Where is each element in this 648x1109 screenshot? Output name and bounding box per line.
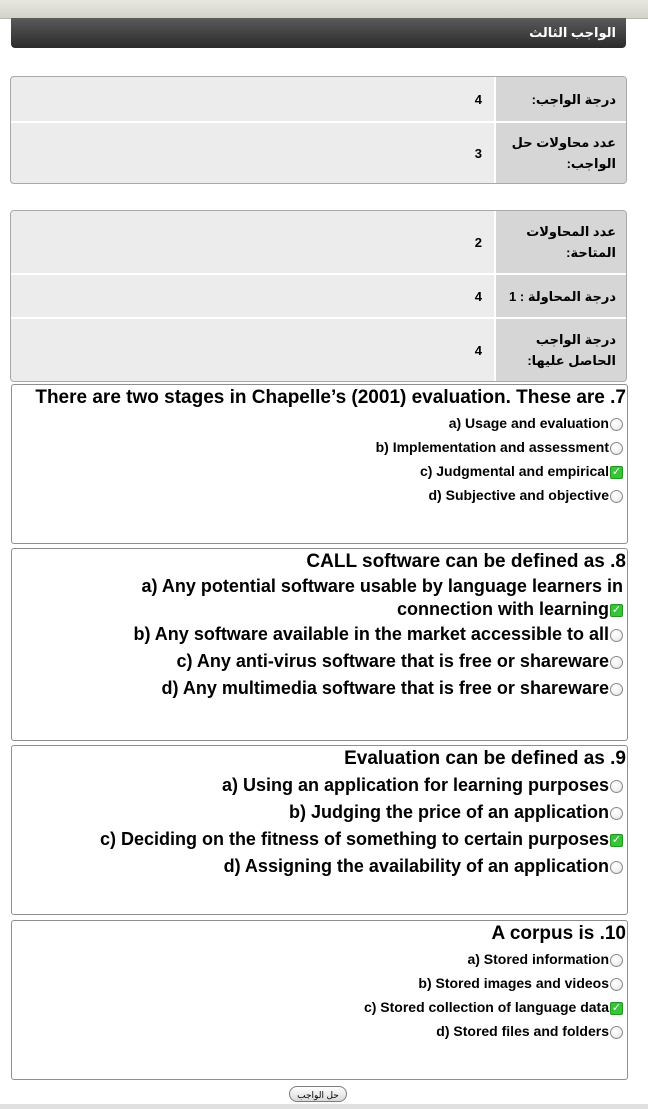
- info-value: 4: [474, 342, 482, 358]
- radio-icon[interactable]: [610, 629, 623, 642]
- option-d[interactable]: [12, 483, 627, 507]
- option-c[interactable]: [12, 459, 627, 483]
- radio-icon[interactable]: [610, 807, 623, 820]
- question-text: A corpus is .10: [491, 923, 626, 944]
- option-label: d) Assigning the availability of an application: [223, 856, 609, 876]
- solve-homework-button[interactable]: حل الواجب: [289, 1086, 347, 1102]
- radio-icon[interactable]: [610, 418, 623, 431]
- top-window-strip: [0, 0, 648, 19]
- attempt-info-table: [10, 210, 627, 382]
- info-row-available-attempts: [11, 211, 626, 275]
- question-text: Evaluation can be defined as .9: [344, 748, 626, 769]
- option-c[interactable]: [12, 826, 627, 853]
- info-label: درجة الواجب الحاصل عليها:: [494, 319, 626, 381]
- option-c[interactable]: [12, 648, 627, 675]
- radio-icon[interactable]: [610, 861, 623, 874]
- option-b[interactable]: [12, 435, 627, 459]
- option-a[interactable]: [12, 772, 627, 799]
- option-label: b) Any software available in the market accessible to all: [133, 624, 609, 644]
- info-row-earned-grade: [11, 319, 626, 381]
- homework-info-table: [10, 76, 627, 184]
- radio-icon[interactable]: [610, 954, 623, 967]
- option-label: a) Using an application for learning purposes: [221, 775, 609, 795]
- info-value: 2: [474, 234, 482, 250]
- option-label: b) Judging the price of an application: [288, 802, 609, 822]
- option-label: c) Any anti-virus software that is free or shareware: [176, 651, 609, 671]
- option-c[interactable]: [12, 995, 627, 1019]
- option-label: b) Stored images and videos: [418, 975, 609, 991]
- option-label: c) Deciding on the fitness of something to certain purposes: [99, 829, 609, 849]
- info-label: عدد محاولات حل الواجب:: [494, 123, 626, 183]
- option-d[interactable]: [12, 675, 627, 702]
- option-a[interactable]: [12, 575, 627, 621]
- option-d[interactable]: [12, 1019, 627, 1043]
- checkmark-icon[interactable]: ✓: [611, 833, 622, 846]
- info-value: 3: [474, 145, 482, 161]
- option-a[interactable]: [12, 411, 627, 435]
- option-label: a) Stored information: [467, 951, 609, 967]
- radio-icon[interactable]: [610, 1026, 623, 1039]
- option-label: d) Any multimedia software that is free or shareware: [161, 678, 609, 698]
- question-10: [11, 920, 628, 1080]
- option-b[interactable]: [12, 971, 627, 995]
- info-label: درجة الواجب:: [494, 77, 626, 121]
- option-label: d) Stored files and folders: [436, 1023, 609, 1039]
- info-value: 4: [474, 288, 482, 304]
- option-label: c) Judgmental and empirical: [419, 463, 609, 479]
- bottom-window-strip: [0, 1104, 648, 1109]
- radio-icon[interactable]: [610, 780, 623, 793]
- option-label: c) Stored collection of language data: [363, 999, 609, 1015]
- checkmark-icon[interactable]: ✓: [611, 465, 622, 478]
- option-label: a) Usage and evaluation: [448, 415, 609, 431]
- option-label: d) Subjective and objective: [428, 487, 609, 503]
- checkmark-icon[interactable]: ✓: [611, 603, 622, 616]
- option-a[interactable]: [12, 947, 627, 971]
- info-row-attempt-count: [11, 123, 626, 183]
- info-row-homework-grade: [11, 77, 626, 123]
- option-label: b) Implementation and assessment: [375, 439, 609, 455]
- checkmark-icon[interactable]: ✓: [611, 1001, 622, 1014]
- radio-icon[interactable]: [610, 656, 623, 669]
- option-d[interactable]: [12, 853, 627, 880]
- radio-icon[interactable]: [610, 978, 623, 991]
- info-row-attempt-grade: [11, 275, 626, 319]
- info-label: درجة المحاولة : 1: [494, 275, 626, 317]
- question-text: CALL software can be defined as .8: [306, 551, 626, 572]
- option-b[interactable]: [12, 799, 627, 826]
- question-7: [11, 384, 628, 544]
- page-title: الواجب الثالث: [529, 25, 616, 40]
- radio-icon[interactable]: [610, 442, 623, 455]
- option-label: a) Any potential software usable by language learners in connection with learning: [141, 576, 623, 619]
- question-text: There are two stages in Chapelle’s (2001) evaluation. These are .7: [35, 387, 626, 408]
- section-title-bar: [11, 18, 626, 48]
- option-b[interactable]: [12, 621, 627, 648]
- info-value: 4: [474, 91, 482, 107]
- question-9: [11, 745, 628, 915]
- radio-icon[interactable]: [610, 490, 623, 503]
- info-label: عدد المحاولات المتاحة:: [494, 211, 626, 273]
- question-8: [11, 548, 628, 741]
- radio-icon[interactable]: [610, 683, 623, 696]
